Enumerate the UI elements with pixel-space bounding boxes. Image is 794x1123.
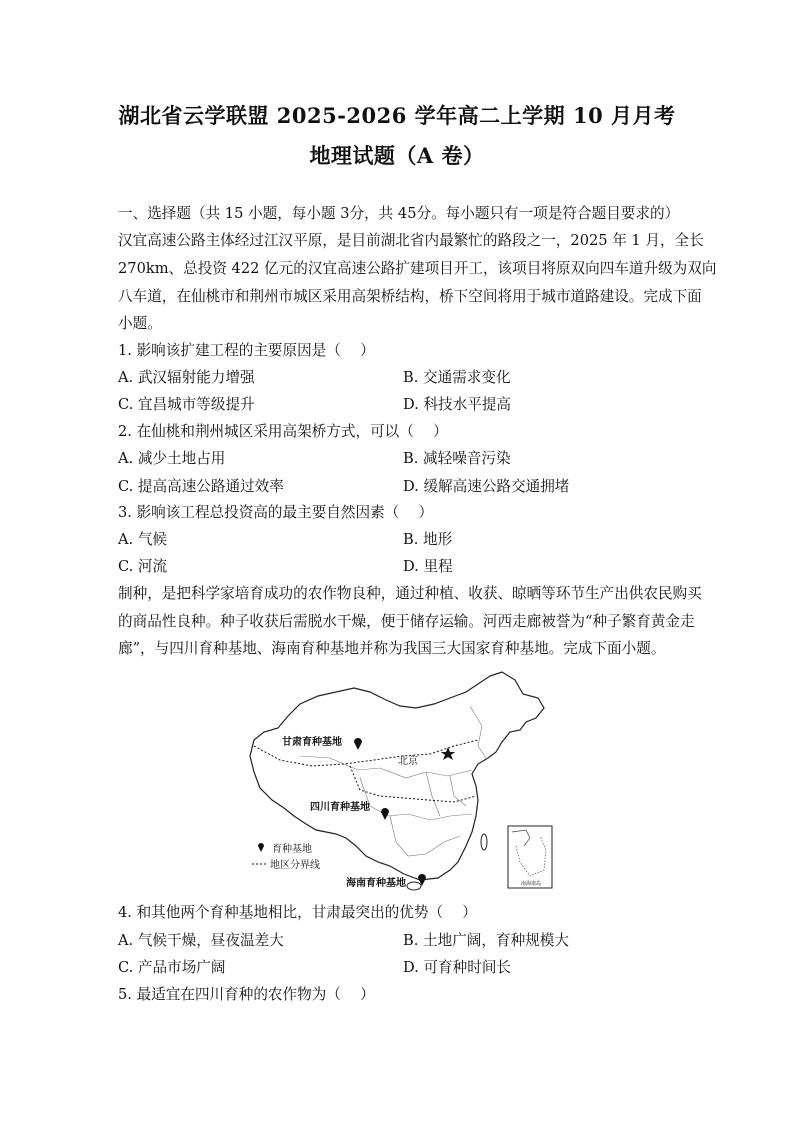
question-4-option-b: B. 土地广阔，育种规模大 (403, 932, 569, 949)
passage2-line: 制种，是把科学家培育成功的农作物良种，通过种植、收获、晾晒等环节生产出供农民购买 (118, 585, 702, 602)
question-2-option-a: A. 减少土地占用 (118, 450, 226, 467)
section-heading: 一、选择题（共 15 小题，每小题 3分，共 45分。每小题只有一项是符合题目要求的） (118, 205, 680, 222)
exam-title-line1: 湖北省云学联盟 2025-2026 学年高二上学期 10 月月考 (118, 103, 676, 128)
question-1-option-b: B. 交通需求变化 (403, 369, 511, 386)
label-hainan-base: 海南育种基地 (346, 878, 406, 889)
question-5-stem: 5. 最适宜在四川育种的农作物为（ ） (118, 986, 375, 1003)
legend-marker-icon (258, 843, 264, 852)
question-4-stem: 4. 和其他两个育种基地相比，甘肃最突出的优势（ ） (118, 904, 477, 921)
question-4-option-d: D. 可育种时间长 (403, 959, 512, 976)
passage2-line: 廊”，与四川育种基地、海南育种基地并称为我国三大国家育种基地。完成下面小题。 (118, 640, 666, 657)
question-1-stem: 1. 影响该扩建工程的主要原因是（ ） (118, 342, 375, 359)
passage1-line: 小题。 (118, 315, 162, 332)
label-gansu-base: 甘肃育种基地 (282, 737, 342, 748)
question-3-option-c: C. 河流 (118, 558, 168, 575)
south-china-sea-inset (508, 826, 552, 888)
question-1-option-c: C. 宜昌城市等级提升 (118, 396, 255, 413)
passage1-line: 270km、总投资 422 亿元的汉宜高速公路扩建项目开工，该项目将原双向四车道升级为双向 (118, 260, 717, 277)
question-1-option-a: A. 武汉辐射能力增强 (118, 369, 255, 386)
legend-region-boundary: 地区分界线 (270, 860, 320, 871)
hainan-island (407, 882, 421, 890)
exam-title-line2: 地理试题（A 卷） (309, 143, 485, 168)
taiwan-island (481, 834, 487, 850)
question-3-option-a: A. 气候 (118, 531, 168, 548)
passage1-line: 汉宜高速公路主体经过江汉平原，是目前湖北省内最繁忙的路段之一，2025 年 1 月，全长 (118, 232, 704, 249)
label-sichuan-base: 四川育种基地 (310, 802, 370, 813)
passage2-line: 的商品性良种。种子收获后需脱水干燥，便于储存运输。河西走廊被誉为“种子繁育黄金走 (118, 613, 695, 630)
question-2-option-c: C. 提高高速公路通过效率 (118, 478, 284, 495)
china-breeding-base-map (240, 666, 560, 896)
inset-label: 南海诸岛 (521, 881, 542, 887)
question-2-option-d: D. 缓解高速公路交通拥堵 (403, 478, 570, 495)
question-4-option-c: C. 产品市场广阔 (118, 959, 226, 976)
passage1-line: 八车道，在仙桃市和荆州市城区采用高架桥结构，桥下空间将用于城市道路建设。完成下面 (118, 288, 702, 305)
question-4-option-a: A. 气候干燥，昼夜温差大 (118, 932, 284, 949)
question-3-option-d: D. 里程 (403, 558, 453, 575)
question-2-stem: 2. 在仙桃和荆州城区采用高架桥方式，可以（ ） (118, 423, 448, 440)
question-1-option-d: D. 科技水平提高 (403, 396, 512, 413)
label-beijing: 北京 (398, 756, 418, 767)
question-2-option-b: B. 减轻噪音污染 (403, 450, 511, 467)
question-3-option-b: B. 地形 (403, 531, 453, 548)
legend-breeding-base: 育种基地 (272, 844, 312, 855)
question-3-stem: 3. 影响该工程总投资高的最主要自然因素（ ） (118, 504, 434, 521)
